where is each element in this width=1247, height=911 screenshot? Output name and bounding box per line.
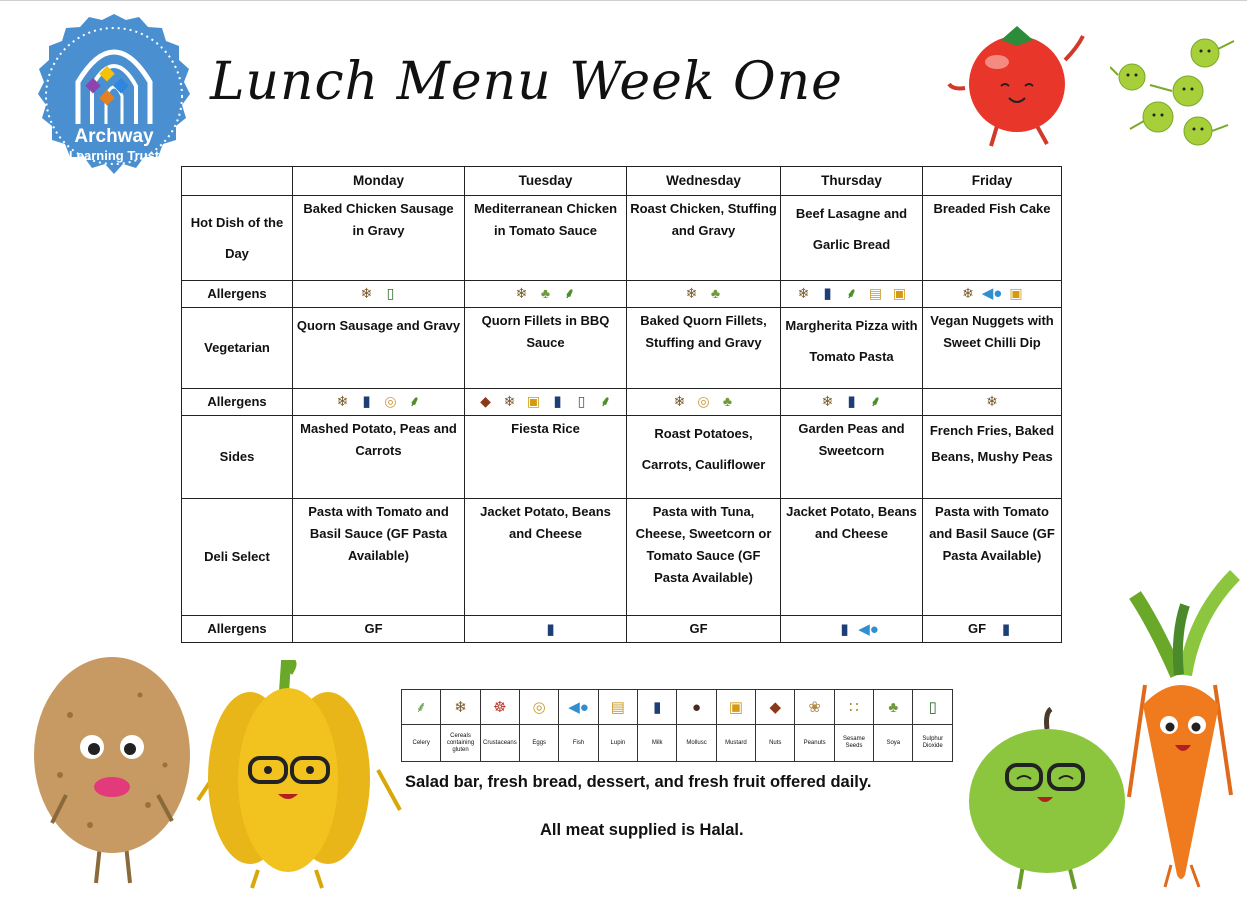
page-title: Lunch Menu Week One <box>210 52 843 112</box>
potato-character <box>30 655 200 890</box>
allergen-cell <box>465 281 627 308</box>
mollusc-icon: ● <box>692 698 702 716</box>
sesame-icon: ∷ <box>849 698 859 716</box>
menu-cell: Quorn Sausage and Gravy <box>293 308 465 389</box>
key-icon-cell <box>598 690 637 725</box>
row-label: Allergens <box>182 616 293 643</box>
menu-cell: Garden Peas and Sweetcorn <box>781 416 923 499</box>
day-header: Thursday <box>781 167 923 196</box>
fish-icon: ◀● <box>568 698 589 716</box>
menu-cell: Quorn Fillets in BBQ Sauce <box>465 308 627 389</box>
allergen-cell <box>465 389 627 416</box>
celery-icon: ⸙ <box>600 393 611 409</box>
key-label: Sulphur Dioxide <box>913 725 953 762</box>
peanuts-icon: ❀ <box>808 698 821 716</box>
header-row <box>182 167 1062 196</box>
menu-cell: Baked Chicken Sausage in Gravy <box>293 196 465 281</box>
lupin-icon: ▤ <box>610 698 625 716</box>
sulphur-dioxide-icon: ▯ <box>577 393 586 409</box>
row-label: Hot Dish of the Day <box>182 196 293 281</box>
key-icon-cell <box>520 690 559 725</box>
fish-icon: ◀● <box>858 620 879 638</box>
celery-icon: ⸙ <box>846 285 857 301</box>
menu-cell: Pasta with Tomato and Basil Sauce (GF Pasta Available) <box>293 499 465 616</box>
eggs-icon: ◎ <box>532 698 546 716</box>
milk-icon: ▮ <box>553 392 562 410</box>
row-label: Allergens <box>182 389 293 416</box>
soya-icon: ♣ <box>888 698 899 716</box>
cereal-icon: ❄ <box>673 393 686 409</box>
cereal-icon: ❄ <box>454 698 467 716</box>
menu-cell: Mediterranean Chicken in Tomato Sauce <box>465 196 627 281</box>
deli-allergen-row <box>182 616 1062 643</box>
key-label: Eggs <box>520 725 559 762</box>
milk-icon: ▮ <box>1001 620 1011 638</box>
cereal-icon: ❄ <box>962 285 974 301</box>
soya-icon: ♣ <box>540 285 551 301</box>
daily-offer-note: Salad bar, fresh bread, dessert, and fresh fruit offered daily. <box>405 773 872 791</box>
key-label: Sesame Seeds <box>834 725 873 762</box>
row-label: Vegetarian <box>182 308 293 389</box>
menu-cell: Beef Lasagne and Garlic Bread <box>781 196 923 281</box>
allergen-cell <box>923 389 1062 416</box>
allergen-cell <box>293 281 465 308</box>
lupin-icon: ▤ <box>868 285 883 301</box>
peas-character <box>1110 35 1240 160</box>
menu-cell: Mashed Potato, Peas and Carrots <box>293 416 465 499</box>
menu-cell: Baked Quorn Fillets, Stuffing and Gravy <box>627 308 781 389</box>
key-label: Celery <box>402 725 441 762</box>
allergen-cell <box>781 281 923 308</box>
menu-cell: Pasta with Tomato and Basil Sauce (GF Pasta Available) <box>923 499 1062 616</box>
key-icon-cell <box>677 690 716 725</box>
celery-icon: ⸙ <box>415 698 427 716</box>
key-label: Peanuts <box>795 725 834 762</box>
menu-cell: Jacket Potato, Beans and Cheese <box>781 499 923 616</box>
logo-line1: Archway <box>74 126 154 147</box>
menu-cell: Roast Chicken, Stuffing and Gravy <box>627 196 781 281</box>
key-icon-cell <box>756 690 795 725</box>
sulphur-dioxide-icon: ▯ <box>386 285 395 301</box>
key-icon-row <box>402 690 953 725</box>
allergen-cell <box>293 616 465 643</box>
allergen-cell <box>627 616 781 643</box>
cereal-icon: ❄ <box>821 393 834 409</box>
milk-icon: ▮ <box>823 284 832 302</box>
gf-label: GF <box>967 621 987 636</box>
row-label: Allergens <box>182 281 293 308</box>
veg-allergen-row <box>182 389 1062 416</box>
key-label: Mollusc <box>677 725 716 762</box>
menu-cell: Fiesta Rice <box>465 416 627 499</box>
logo-line2: Learning Trust <box>68 148 160 163</box>
key-icon-cell <box>559 690 598 725</box>
key-label: Lupin <box>598 725 637 762</box>
halal-note: All meat supplied is Halal. <box>540 821 744 839</box>
eggs-icon: ◎ <box>697 393 710 409</box>
menu-cell: Pasta with Tuna, Cheese, Sweetcorn or Tomato Sauce (GF Pasta Available) <box>627 499 781 616</box>
key-icon-cell <box>638 690 677 725</box>
cereal-icon: ❄ <box>360 285 373 301</box>
deli-row <box>182 499 1062 616</box>
milk-icon: ▮ <box>362 392 371 410</box>
key-label: Soya <box>874 725 913 762</box>
cereal-icon: ❄ <box>336 393 349 409</box>
allergen-cell <box>627 389 781 416</box>
tomato-character <box>945 18 1090 153</box>
gf-label: GF <box>689 621 708 636</box>
sulphur-dioxide-icon: ▯ <box>928 698 937 716</box>
mustard-icon: ▣ <box>728 698 744 716</box>
allergen-cell <box>781 616 923 643</box>
hot-dish-row <box>182 196 1062 281</box>
crustaceans-icon: ☸ <box>493 698 507 716</box>
cereal-icon: ❄ <box>986 393 998 409</box>
top-rule <box>0 0 1247 1</box>
nuts-icon: ◆ <box>480 393 491 409</box>
cereal-icon: ❄ <box>503 393 516 409</box>
menu-cell: Margherita Pizza with Tomato Pasta <box>781 308 923 389</box>
celery-icon: ⸙ <box>870 393 881 409</box>
key-label: Crustaceans <box>480 725 519 762</box>
cereal-icon: ❄ <box>797 285 810 301</box>
gf-label: GF <box>364 621 383 636</box>
allergen-cell <box>465 616 627 643</box>
pepper-character <box>188 660 413 890</box>
milk-icon: ▮ <box>840 620 849 638</box>
mustard-icon: ▣ <box>1009 285 1023 301</box>
allergen-cell <box>627 281 781 308</box>
day-header: Tuesday <box>465 167 627 196</box>
eggs-icon: ◎ <box>384 393 397 409</box>
key-icon-cell <box>874 690 913 725</box>
allergen-cell <box>293 389 465 416</box>
key-label: Fish <box>559 725 598 762</box>
menu-table <box>181 166 1062 643</box>
header-corner <box>182 167 293 196</box>
hot-allergen-row <box>182 281 1062 308</box>
allergen-cell <box>923 616 1062 643</box>
key-label: Mustard <box>716 725 755 762</box>
key-label: Milk <box>638 725 677 762</box>
cereal-icon: ❄ <box>685 285 698 301</box>
row-label: Sides <box>182 416 293 499</box>
allergen-key <box>401 689 953 762</box>
celery-icon: ⸙ <box>564 285 575 301</box>
milk-icon: ▮ <box>653 698 662 716</box>
day-header: Friday <box>923 167 1062 196</box>
key-icon-cell <box>913 690 953 725</box>
soya-icon: ♣ <box>710 285 721 301</box>
celery-icon: ⸙ <box>409 393 420 409</box>
key-icon-cell <box>834 690 873 725</box>
apple-character <box>965 705 1130 895</box>
key-icon-cell <box>716 690 755 725</box>
key-icon-cell <box>480 690 519 725</box>
key-icon-cell <box>441 690 480 725</box>
day-header: Wednesday <box>627 167 781 196</box>
row-label: Deli Select <box>182 499 293 616</box>
nuts-icon: ◆ <box>769 698 782 716</box>
fish-icon: ◀● <box>981 284 1003 302</box>
mustard-icon: ▣ <box>892 285 907 301</box>
menu-cell: French Fries, Baked Beans, Mushy Peas <box>923 416 1062 499</box>
menu-cell: Vegan Nuggets with Sweet Chilli Dip <box>923 308 1062 389</box>
day-header: Monday <box>293 167 465 196</box>
menu-cell: Jacket Potato, Beans and Cheese <box>465 499 627 616</box>
vegetarian-row <box>182 308 1062 389</box>
key-label-row <box>402 725 953 762</box>
key-label: Nuts <box>756 725 795 762</box>
milk-icon: ▮ <box>847 392 856 410</box>
sides-row <box>182 416 1062 499</box>
carrot-character <box>1115 565 1245 895</box>
cereal-icon: ❄ <box>515 285 528 301</box>
mustard-icon: ▣ <box>526 393 541 409</box>
menu-cell: Roast Potatoes, Carrots, Cauliflower <box>627 416 781 499</box>
allergen-cell <box>923 281 1062 308</box>
allergen-cell <box>781 389 923 416</box>
key-label: Cereals containing gluten <box>441 725 480 762</box>
milk-icon: ▮ <box>546 620 555 638</box>
key-icon-cell <box>795 690 834 725</box>
menu-cell: Breaded Fish Cake <box>923 196 1062 281</box>
soya-icon: ♣ <box>722 393 733 409</box>
